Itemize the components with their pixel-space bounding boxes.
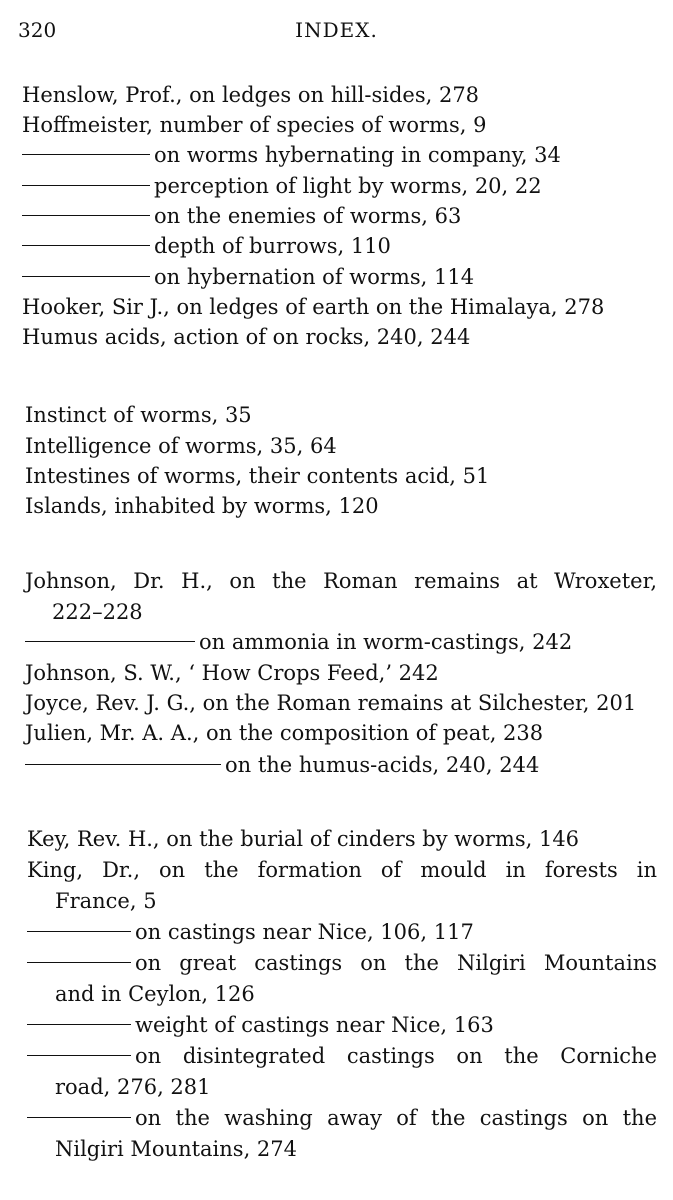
index-entry bbox=[27, 855, 657, 885]
index-subentry bbox=[0, 750, 673, 780]
ditto-rule bbox=[27, 1117, 131, 1118]
index-entry-continuation bbox=[0, 1134, 673, 1164]
entry-text: Hooker, Sir J., on ledges of earth on the Himalaya, 278 bbox=[22, 295, 605, 319]
index-entry bbox=[0, 461, 673, 491]
entry-text: Julien, Mr. A. A., on the composition of peat, 238 bbox=[25, 721, 544, 745]
index-entry bbox=[0, 292, 673, 322]
page-number: 320 bbox=[18, 18, 57, 42]
entry-text: on castings near Nice, 106, 117 bbox=[135, 920, 474, 944]
entry-text: Henslow, Prof., on ledges on hill-sides, 278 bbox=[22, 83, 480, 107]
index-entry-continuation bbox=[0, 597, 673, 627]
index-subentry bbox=[0, 231, 673, 261]
index-entry bbox=[0, 658, 673, 688]
ditto-rule bbox=[27, 931, 131, 932]
index-subentry bbox=[0, 1010, 673, 1040]
index-entry-continuation bbox=[0, 1072, 673, 1102]
entry-text: on the enemies of worms, 63 bbox=[154, 204, 462, 228]
index-entry bbox=[0, 80, 673, 110]
entry-text: on hybernation of worms, 114 bbox=[154, 265, 475, 289]
index-entry bbox=[0, 688, 673, 718]
index-entry bbox=[25, 566, 657, 596]
entry-text: Joyce, Rev. J. G., on the Roman remains at Silchester, 201 bbox=[25, 691, 637, 715]
index-subentry bbox=[27, 1041, 657, 1071]
index-entry bbox=[0, 491, 673, 521]
entry-text: on the washing away of the castings on the bbox=[135, 1106, 657, 1130]
entry-text: on disintegrated castings on the Corniche bbox=[135, 1044, 657, 1068]
entry-text: Nilgiri Mountains, 274 bbox=[55, 1137, 298, 1161]
index-subentry bbox=[0, 201, 673, 231]
index-entry-continuation bbox=[0, 979, 673, 1009]
entry-text: Islands, inhabited by worms, 120 bbox=[25, 494, 379, 518]
ditto-rule bbox=[22, 276, 150, 277]
index-subentry bbox=[27, 1103, 657, 1133]
entry-text: Hoffmeister, number of species of worms, 9 bbox=[22, 113, 487, 137]
ditto-rule bbox=[27, 962, 131, 963]
index-subentry bbox=[0, 140, 673, 170]
running-head: INDEX. bbox=[295, 18, 378, 42]
ditto-rule bbox=[25, 641, 195, 642]
entry-text: on ammonia in worm-castings, 242 bbox=[199, 630, 573, 654]
entry-text: weight of castings near Nice, 163 bbox=[135, 1013, 494, 1037]
entry-text: Humus acids, action of on rocks, 240, 244 bbox=[22, 325, 471, 349]
entry-text: Johnson, Dr. H., on the Roman remains at Wroxeter, bbox=[25, 569, 657, 593]
index-entry bbox=[0, 824, 673, 854]
index-subentry bbox=[0, 262, 673, 292]
index-subentry bbox=[27, 948, 657, 978]
index-entry bbox=[0, 400, 673, 430]
ditto-rule bbox=[27, 1024, 131, 1025]
ditto-rule bbox=[22, 154, 150, 155]
index-entry bbox=[0, 718, 673, 748]
index-entry bbox=[0, 431, 673, 461]
index-entry bbox=[0, 322, 673, 352]
index-subentry bbox=[0, 917, 673, 947]
entry-text: Instinct of worms, 35 bbox=[25, 403, 252, 427]
ditto-rule bbox=[25, 764, 221, 765]
entry-text: depth of burrows, 110 bbox=[154, 234, 391, 258]
index-subentry bbox=[0, 171, 673, 201]
entry-text: on the humus-acids, 240, 244 bbox=[225, 753, 540, 777]
entry-text: Key, Rev. H., on the burial of cinders by worms, 146 bbox=[27, 827, 580, 851]
ditto-rule bbox=[22, 185, 150, 186]
index-entry-continuation bbox=[0, 886, 673, 916]
entry-text: on great castings on the Nilgiri Mountains bbox=[135, 951, 657, 975]
index-subentry bbox=[0, 627, 673, 657]
entry-text: and in Ceylon, 126 bbox=[55, 982, 255, 1006]
ditto-rule bbox=[22, 215, 150, 216]
index-entry bbox=[0, 110, 673, 140]
entry-text: King, Dr., on the formation of mould in forests in bbox=[27, 858, 657, 882]
entry-text: Intestines of worms, their contents acid, 51 bbox=[25, 464, 490, 488]
ditto-rule bbox=[27, 1055, 131, 1056]
page-header bbox=[18, 18, 655, 48]
ditto-rule bbox=[22, 245, 150, 246]
entry-text: 222–228 bbox=[52, 600, 143, 624]
entry-text: Johnson, S. W., ‘ How Crops Feed,’ 242 bbox=[25, 661, 439, 685]
entry-text: France, 5 bbox=[55, 889, 157, 913]
entry-text: perception of light by worms, 20, 22 bbox=[154, 174, 542, 198]
entry-text: on worms hybernating in company, 34 bbox=[154, 143, 561, 167]
entry-text: Intelligence of worms, 35, 64 bbox=[25, 434, 337, 458]
entry-text: road, 276, 281 bbox=[55, 1075, 211, 1099]
